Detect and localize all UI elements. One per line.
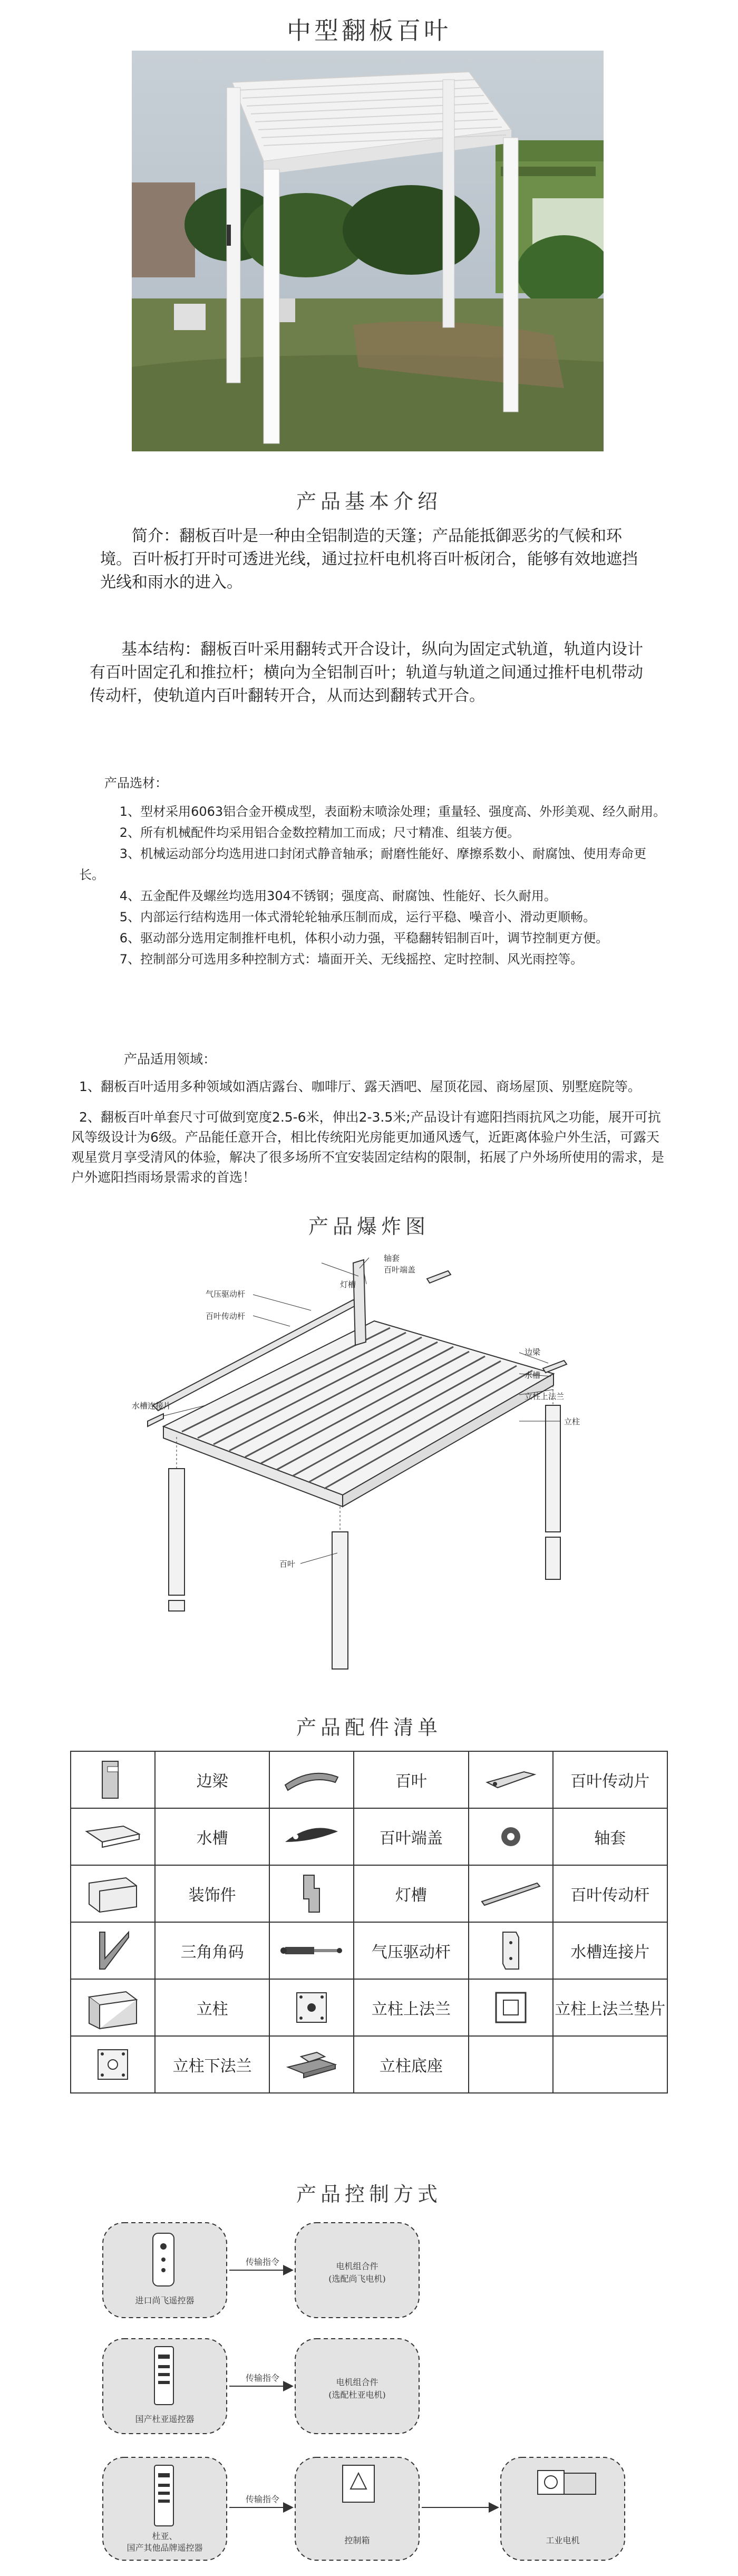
intro-text: 简介：翻板百叶是一种由全铝制造的天篷；产品能抵御恶劣的气候和环境。百叶板打开时可透进光线，通过拉杆电机将百叶板闭合，能够有效地遮挡光线和雨水的进入。: [100, 527, 638, 592]
part-name: 水槽连接片: [553, 1922, 667, 1979]
part-name: 百叶: [354, 1751, 468, 1808]
intro-paragraph: [100, 525, 643, 594]
materials-item: 4、五金配件及螺丝均选用304不锈钢；强度高、耐腐蚀、性能好、长久耐用。: [119, 889, 557, 903]
structure-paragraph: [90, 638, 648, 708]
light-channel-icon: [269, 1865, 354, 1922]
materials-item: 5、内部运行结构选用一体式滑轮轮轴承压制而成，运行平稳、噪音小、滑动更顺畅。: [119, 910, 596, 924]
source-remote-sub: 国产其他品牌遥控器: [127, 2543, 203, 2553]
label-bushing: 轴套: [384, 1253, 400, 1263]
exploded-view: [132, 1247, 606, 1690]
table-row: [71, 1979, 667, 2036]
end-cap-icon: [269, 1808, 354, 1865]
applications-item: 2、翻板百叶单套尺寸可做到宽度2.5-6米，伸出2-3.5米;产品设计有遮阳挡雨抗风之功能，展开可抗风等级设计为6级。产品能任意开合，相比传统阳光房能更加通风透气，近距离体验户外生活，可露天观星赏月享受清风的体验，解决了很多场所不宜安装固定结构的限制，拓展了户外场所使用的需求，是户外遮阳挡雨场景需求的首选！: [71, 1109, 665, 1185]
side-beam-icon: [71, 1751, 155, 1808]
table-row: [71, 1865, 667, 1922]
label-post: 立柱: [564, 1417, 580, 1426]
empty-cell: [469, 2036, 553, 2093]
part-name: 百叶传动杆: [553, 1865, 667, 1922]
gutter-connector-icon: [469, 1922, 553, 1979]
gutter-icon: [71, 1808, 155, 1865]
transmission-plate-icon: [469, 1751, 553, 1808]
structure-text: 基本结构：翻板百叶采用翻转式开合设计，纵向为固定式轨道，轨道内设计有百叶固定孔和推拉杆；横向为全铝制百叶；轨道与轨道之间通过推杆电机带动传动杆，使轨道内百叶翻转开合，从而达到翻转式开合。: [90, 640, 643, 705]
label-gas-strut: 气压驱动杆: [206, 1289, 246, 1299]
table-row: [71, 1922, 667, 1979]
label-gutter: 水槽: [525, 1371, 541, 1380]
part-name: 边梁: [155, 1751, 269, 1808]
louver-blade-icon: [269, 1751, 354, 1808]
applications-item: 1、翻板百叶适用多种领域如酒店露台、咖啡厅、露天酒吧、屋顶花园、商场屋顶、别墅庭院等。: [79, 1079, 641, 1094]
part-name: 立柱上法兰: [354, 1979, 468, 2036]
materials-item: 7、控制部分可选用多种控制方式：墙面开关、无线摇控、定时控制、风光雨控等。: [119, 952, 584, 967]
label-upper-flange: 立柱上法兰: [525, 1392, 565, 1401]
part-name: 三角角码: [155, 1922, 269, 1979]
arrow-label: 传输指令: [245, 2494, 279, 2504]
table-row: [71, 1808, 667, 1865]
part-name: 百叶传动片: [553, 1751, 667, 1808]
empty-cell: [553, 2036, 667, 2093]
materials-section: [79, 773, 669, 970]
parts-heading: 产品配件清单: [296, 1716, 442, 1739]
part-name: 百叶端盖: [354, 1808, 468, 1865]
arrow-label: 传输指令: [245, 2257, 279, 2267]
part-name: 气压驱动杆: [354, 1922, 468, 1979]
gas-strut-icon: [269, 1922, 354, 1979]
post-base-icon: [269, 2036, 354, 2093]
bushing-icon: [469, 1808, 553, 1865]
source-remote-label: 进口尚飞遥控器: [135, 2295, 195, 2305]
trim-piece-icon: [71, 1865, 155, 1922]
arrow-label: 传输指令: [245, 2373, 279, 2383]
materials-item: 6、驱动部分选用定制推杆电机，体积小动力强，平稳翻转铝制百叶，调节控制更方便。: [119, 931, 609, 946]
materials-item: 3、机械运动部分均选用进口封闭式静音轴承；耐磨性能好、摩擦系数小、耐腐蚀、使用寿命更长。: [79, 846, 647, 882]
label-louver: 百叶: [279, 1559, 296, 1569]
part-name: 立柱下法兰: [155, 2036, 269, 2093]
target-motor-sub: (选配尚飞电机): [328, 2274, 386, 2284]
page-title: 中型翻板百叶: [287, 16, 451, 45]
part-name: 装饰件: [155, 1865, 269, 1922]
upper-flange-icon: [269, 1979, 354, 2036]
source-remote-label: 杜亚、: [152, 2531, 178, 2541]
materials-item: 2、所有机械配件均采用铝合金数控精加工而成；尺寸精准、组装方便。: [119, 825, 520, 840]
table-row: [71, 1751, 667, 1808]
industrial-motor-label: 工业电机: [546, 2535, 580, 2545]
flange-gasket-icon: [469, 1979, 553, 2036]
label-end-cap: 百叶端盖: [384, 1265, 416, 1275]
control-heading: 产品控制方式: [296, 2183, 442, 2206]
label-gutter-connector: 水槽连接片: [132, 1401, 172, 1411]
hero-photo: [132, 51, 604, 451]
lower-flange-icon: [71, 2036, 155, 2093]
intro-heading: 产品基本介绍: [296, 490, 442, 513]
table-row: [71, 2036, 667, 2093]
exploded-heading: 产品爆炸图: [308, 1215, 430, 1238]
part-name: 轴套: [553, 1808, 667, 1865]
part-name: 立柱底座: [354, 2036, 468, 2093]
applications-section: [71, 1049, 672, 1198]
control-flow: [100, 2217, 654, 2565]
label-side-beam: 边梁: [525, 1347, 541, 1357]
label-light-channel: 灯槽: [340, 1280, 356, 1289]
transmission-rod-icon: [469, 1865, 553, 1922]
parts-table: [70, 1751, 668, 2093]
materials-lead: 产品选材：: [104, 776, 168, 790]
applications-lead: 产品适用领域：: [124, 1051, 217, 1067]
target-motor-label: 电机组合件: [336, 2377, 378, 2387]
part-name: 灯槽: [354, 1865, 468, 1922]
post-icon: [71, 1979, 155, 2036]
target-motor-label: 电机组合件: [336, 2261, 378, 2271]
part-name: 立柱上法兰垫片: [553, 1979, 667, 2036]
label-transmission-rod: 百叶传动杆: [206, 1311, 246, 1321]
target-motor-sub: (选配杜亚电机): [328, 2390, 386, 2400]
triangle-bracket-icon: [71, 1922, 155, 1979]
part-name: 水槽: [155, 1808, 269, 1865]
source-remote-label: 国产杜亚遥控器: [135, 2414, 195, 2424]
part-name: 立柱: [155, 1979, 269, 2036]
materials-item: 1、型材采用6063铝合金开模成型，表面粉末喷涂处理；重量轻、强度高、外形美观、经久耐用。: [119, 804, 666, 819]
control-box-label: 控制箱: [344, 2535, 370, 2545]
